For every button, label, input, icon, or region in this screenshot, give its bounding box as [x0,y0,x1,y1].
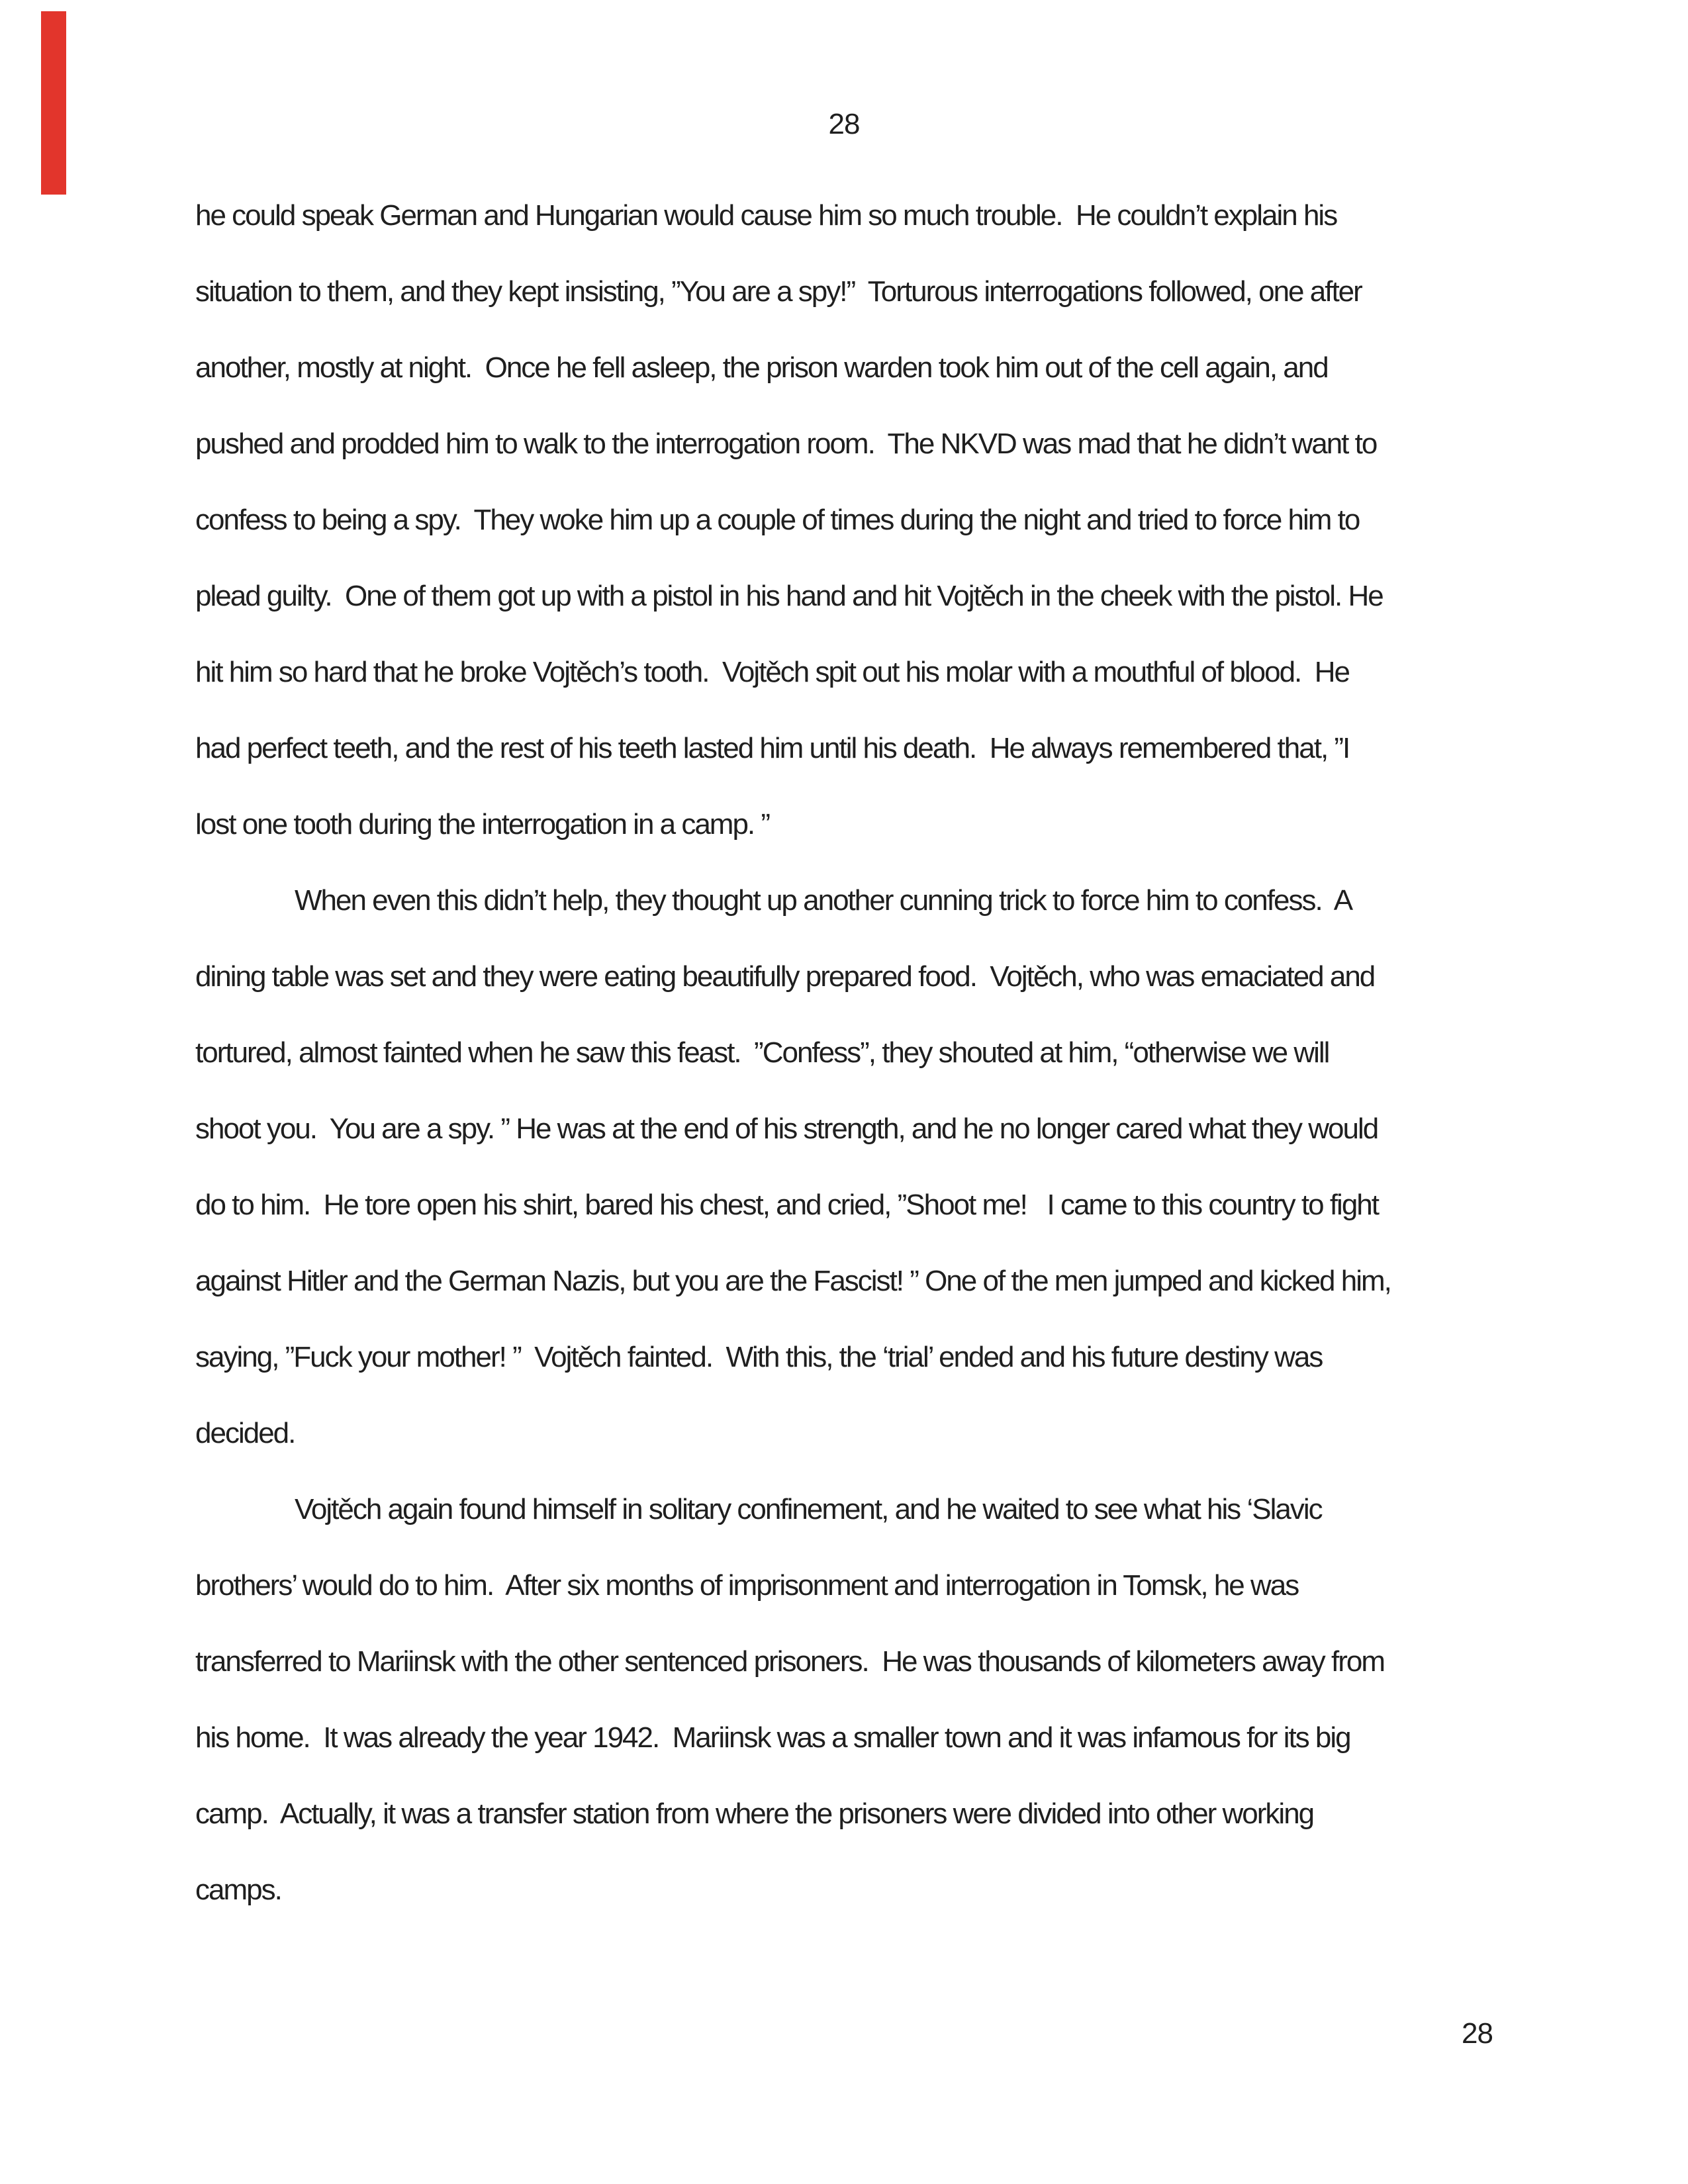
text-line: hit him so hard that he broke Vojtěch’s tooth. Vojtěch spit out his molar with a mouthful of blood. He [195,656,1349,688]
text-line: pushed and prodded him to walk to the interrogation room. The NKVD was mad that he didn’t want to [195,428,1377,460]
text-line: transferred to Mariinsk with the other sentenced prisoners. He was thousands of kilometers away from [195,1645,1385,1678]
text-line: another, mostly at night. Once he fell asleep, the prison warden took him out of the cell again, and [195,351,1328,384]
text-line-paragraph-start: When even this didn’t help, they thought up another cunning trick to force him to confess. A [295,884,1352,917]
text-line: camp. Actually, it was a transfer station from where the prisoners were divided into other working [195,1797,1314,1830]
text-line: had perfect teeth, and the rest of his teeth lasted him until his death. He always remembered that, ”I [195,732,1350,764]
text-line: camps. [195,1874,281,1906]
text-line: situation to them, and they kept insisting, ”You are a spy!” Torturous interrogations followed, one after [195,275,1362,308]
text-line: brothers’ would do to him. After six months of imprisonment and interrogation in Tomsk, he was [195,1569,1299,1602]
text-line-paragraph-start: Vojtěch again found himself in solitary confinement, and he waited to see what his ‘Slavic [295,1493,1322,1525]
text-line: he could speak German and Hungarian would cause him so much trouble. He couldn’t explain his [195,199,1337,232]
text-line: confess to being a spy. They woke him up a couple of times during the night and tried to force him to [195,504,1360,536]
text-line: his home. It was already the year 1942. Mariinsk was a smaller town and it was infamous for its big [195,1721,1350,1754]
page-number-top: 28 [828,108,860,140]
text-line: plead guilty. One of them got up with a pistol in his hand and hit Vojtěch in the cheek with the pistol. He [195,580,1383,612]
body-text [195,177,1585,1928]
text-line: against Hitler and the German Nazis, but you are the Fascist! ” One of the men jumped and kicked him, [195,1265,1391,1297]
text-line: shoot you. You are a spy. ” He was at the end of his strength, and he no longer cared what they would [195,1113,1378,1145]
text-line: saying, ”Fuck your mother! ” Vojtěch fainted. With this, the ‘trial’ ended and his future destiny was [195,1341,1323,1373]
red-margin-mark [41,11,66,195]
text-line: tortured, almost fainted when he saw this feast. ”Confess”, they shouted at him, “otherwise we will [195,1036,1329,1069]
text-line: do to him. He tore open his shirt, bared his chest, and cried, ”Shoot me! I came to this country to fight [195,1189,1378,1221]
text-line: dining table was set and they were eating beautifully prepared food. Vojtěch, who was emaciated and [195,960,1375,993]
text-line: decided. [195,1417,295,1449]
text-line: lost one tooth during the interrogation in a camp. ” [195,808,770,841]
page-number-bottom: 28 [1462,2017,1493,2050]
